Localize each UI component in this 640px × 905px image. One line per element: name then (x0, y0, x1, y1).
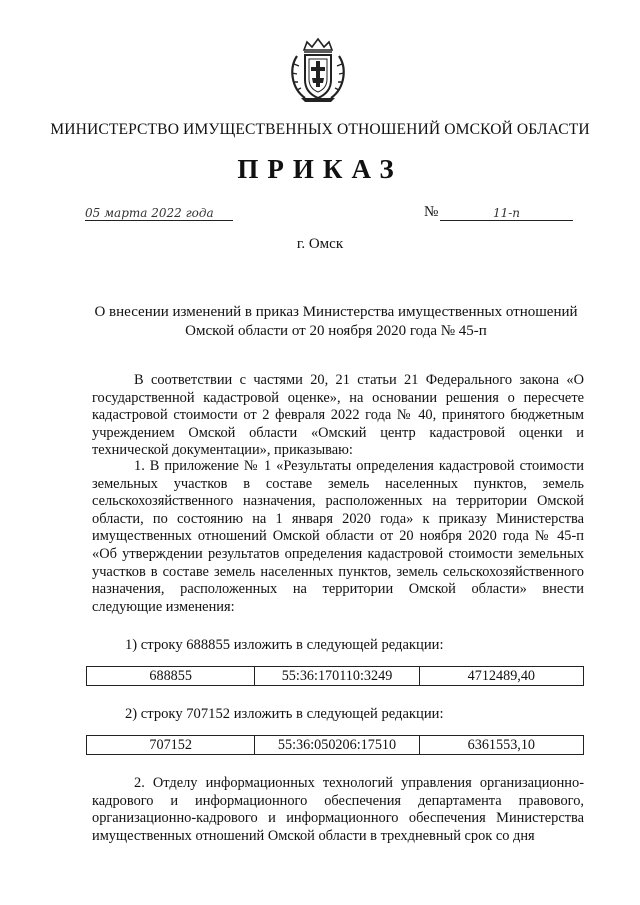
cadastral-table-1 (86, 666, 584, 686)
subpoint-2: 2) строку 707152 изложить в следующей редакции: (125, 706, 444, 722)
subject-line-1: О внесении изменений в приказ Министерства имущественных отношений (94, 304, 578, 320)
table-row (87, 736, 584, 755)
cadastral-value-cell: 4712489,40 (419, 667, 583, 686)
table-row (87, 667, 584, 686)
order-number: 11-п (440, 206, 573, 221)
cadastral-table-2 (86, 735, 584, 755)
cadastral-number-cell: 55:36:170110:3249 (255, 667, 419, 686)
subject-line-2: Омской области от 20 ноября 2020 года № 45-п (185, 323, 487, 339)
order-subject (88, 303, 584, 341)
number-sign: № (424, 204, 439, 220)
row-number-cell: 707152 (87, 736, 255, 755)
city-name: г. Омск (296, 236, 344, 252)
subpoint-1: 1) строку 688855 изложить в следующей редакции: (125, 637, 444, 653)
point-2-text: 2. Отделу информационных технологий управления организационно-кадрового и информационного обеспечения департамента правового, организационно-кадрового и информационного обеспечения Министерства имущественных отношений Омской области в трехдневный срок со дня (92, 775, 584, 844)
preamble-text: В соответствии с частями 20, 21 статьи 21 Федерального закона «О государственной кадастровой оценке», на основании решения о пересчете кадастровой стоимости от 2 февраля 2022 года № 40, принятого бюджетным учреждением Омской области «Омский центр кадастровой оценки и технической документации», приказываю: (92, 372, 584, 459)
point-1-text: 1. В приложение № 1 «Результаты определения кадастровой стоимости земельных участков в составе земель населенных пунктов, земель сельскохозяйственного назначения, расположенных на территории Омской области, по состоянию на 1 января 2020 года» к приказу Министерства имущественных отношений Омской области от 20 ноября 2020 года № 45-п «Об утверждении результатов определения кадастровой стоимости земельных участков в составе земель населенных пунктов, земель сельскохозяйственного назначения, расположенных на территории Омской области» внести следующие изменения: (92, 458, 584, 615)
cadastral-value-cell: 6361553,10 (419, 736, 583, 755)
document-type-title: ПРИКАЗ (237, 154, 403, 184)
preamble-paragraph (92, 372, 584, 460)
point-1-paragraph (92, 458, 584, 616)
row-number-cell: 688855 (87, 667, 255, 686)
order-date: 05 марта 2022 года (85, 206, 233, 221)
coat-of-arms-icon (287, 36, 349, 104)
ministry-name: МИНИСТЕРСТВО ИМУЩЕСТВЕННЫХ ОТНОШЕНИЙ ОМСКОЙ ОБЛАСТИ (50, 121, 590, 138)
cadastral-number-cell: 55:36:050206:17510 (255, 736, 419, 755)
point-2-paragraph (92, 775, 584, 845)
